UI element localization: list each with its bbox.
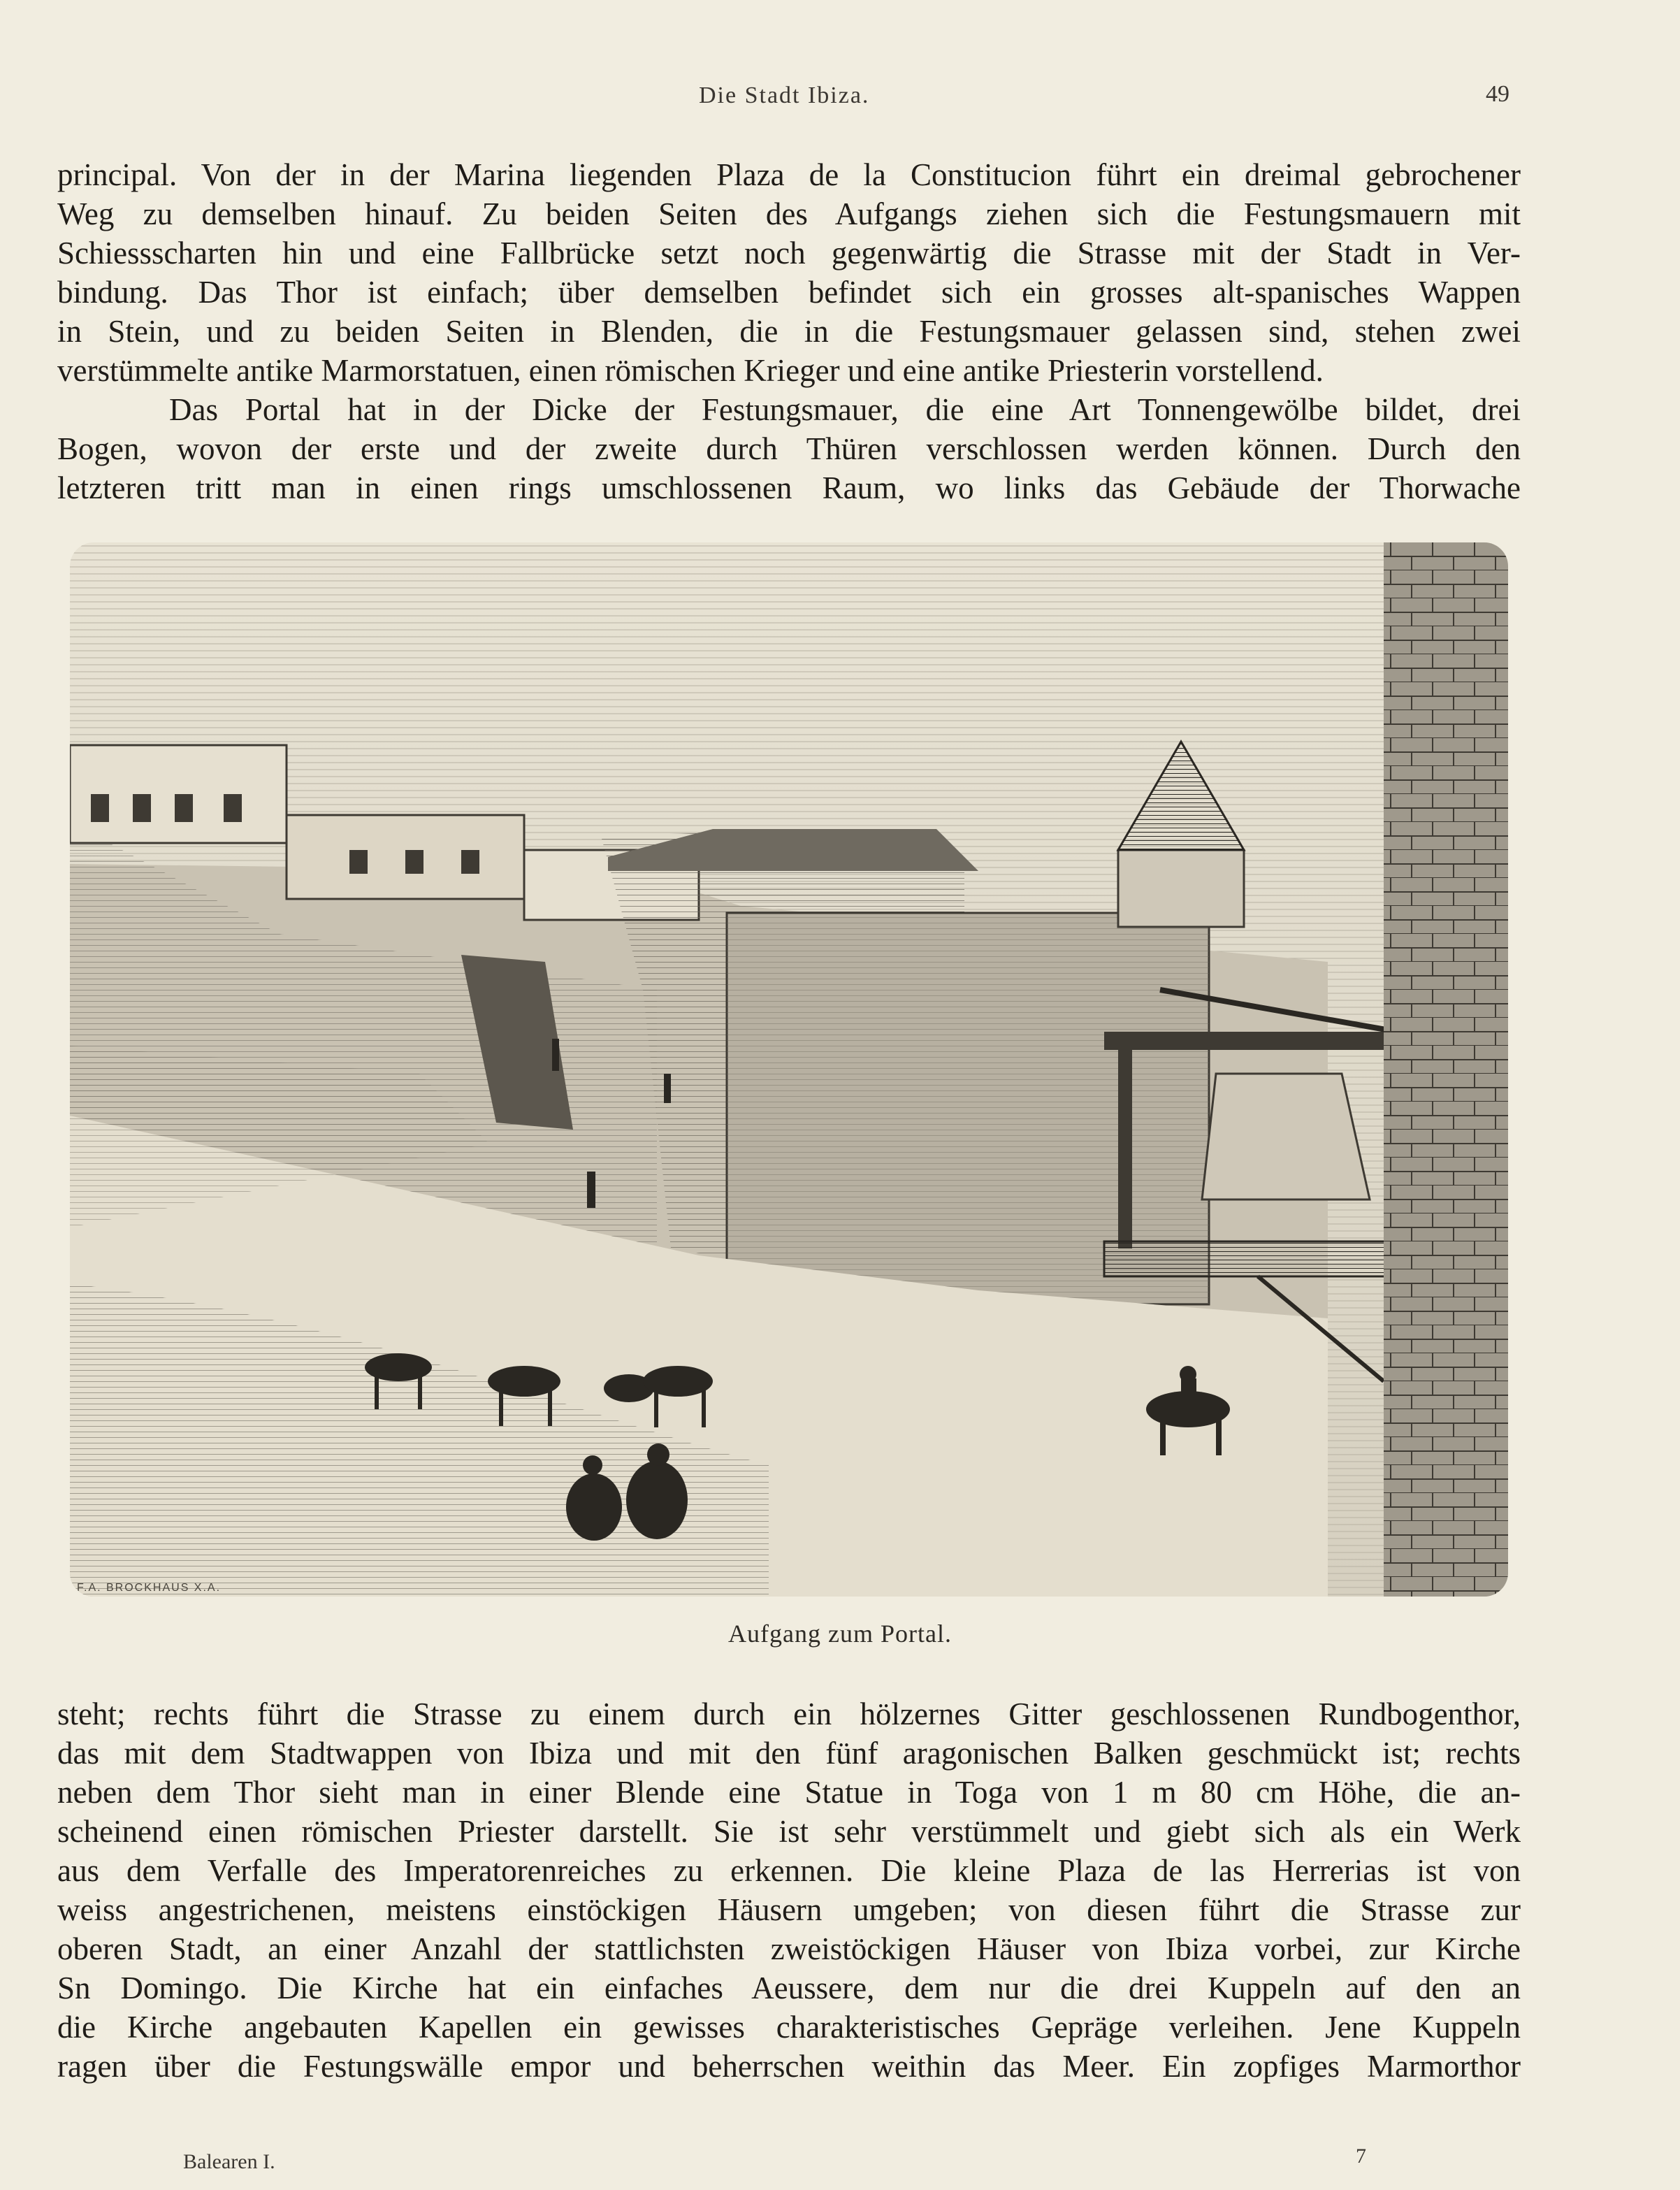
text-line: verstümmelte antike Marmorstatuen, einen römischen Krieger und eine antike Priesterin vorstellend. <box>57 353 1324 388</box>
text-line: steht; rechts führt die Strasse zu einem durch ein hölzernes Gitter geschlossenen Rundbogenthor, <box>57 1696 1521 1731</box>
text-line: neben dem Thor sieht man in einer Blende eine Statue in Toga von 1 m 80 cm Höhe, die an- <box>57 1775 1521 1810</box>
text-line: weiss angestrichenen, meistens einstöckigen Häusern umgeben; von diesen führt die Strasse zur <box>57 1892 1521 1927</box>
text-line: Sn Domingo. Die Kirche hat ein einfaches Aeussere, dem nur die drei Kuppeln auf den an <box>57 1971 1521 2005</box>
text-line: aus dem Verfalle des Imperatorenreiches zu erkennen. Die kleine Plaza de las Herrerias ist von <box>57 1853 1521 1888</box>
text-line: Weg zu demselben hinauf. Zu beiden Seiten des Aufgangs ziehen sich die Festungsmauern mit <box>57 196 1521 231</box>
signature-mark: Balearen I. <box>183 2150 275 2173</box>
text-line: scheinend einen römischen Priester darstellt. Sie ist sehr verstümmelt und giebt sich als ein Werk <box>57 1814 1521 1849</box>
text-line: das mit dem Stadtwappen von Ibiza und mit den fünf aragonischen Balken geschmückt ist; rechts <box>57 1736 1521 1771</box>
engraving-drawing <box>70 542 1508 1597</box>
text-line: oberen Stadt, an einer Anzahl der stattlichsten zweistöckigen Häuser von Ibiza vorbei, zur Kirche <box>57 1931 1521 1966</box>
right-tower-wall <box>1384 542 1508 1597</box>
text-line: Bogen, wovon der erste und der zweite durch Thüren verschlossen werden können. Durch den <box>57 431 1521 466</box>
sheet-number: 7 <box>1356 2145 1366 2168</box>
engraver-signature: F.A. BROCKHAUS X.A. <box>77 1582 222 1594</box>
text-line: in Stein, und zu beiden Seiten in Blenden, die in die Festungsmauer gelassen sind, stehen zwei <box>57 314 1521 349</box>
text-line: principal. Von der in der Marina liegenden Plaza de la Constitucion führt ein dreimal gebrochener <box>57 157 1521 192</box>
paragraph-3 <box>57 1694 1521 2086</box>
page-number: 49 <box>1486 81 1509 107</box>
paragraph-1 <box>57 155 1521 390</box>
text-line: Schiessscharten hin und eine Fallbrücke setzt noch gegenwärtig die Strasse mit der Stadt in Ver- <box>57 236 1521 271</box>
text-line: die Kirche angebauten Kapellen ein gewisses charakteristisches Gepräge verleihen. Jene Kuppeln <box>57 2010 1521 2045</box>
text-line: letzteren tritt man in einen rings umschlossenen Raum, wo links das Gebäude der Thorwache <box>57 470 1521 505</box>
text-line: ragen über die Festungswälle empor und beherrschen weithin das Meer. Ein zopfiges Marmorthor <box>57 2049 1521 2084</box>
text-line: Das Portal hat in der Dicke der Festungsmauer, die eine Art Tonnengewölbe bildet, drei <box>169 392 1521 427</box>
running-header-title: Die Stadt Ibiza. <box>699 82 870 108</box>
engraving-illustration <box>70 542 1508 1597</box>
text-line: bindung. Das Thor ist einfach; über demselben befindet sich ein grosses alt-spanisches Wappen <box>57 275 1521 310</box>
figure-caption: Aufgang zum Portal. <box>728 1620 952 1648</box>
paragraph-2 <box>57 390 1521 507</box>
